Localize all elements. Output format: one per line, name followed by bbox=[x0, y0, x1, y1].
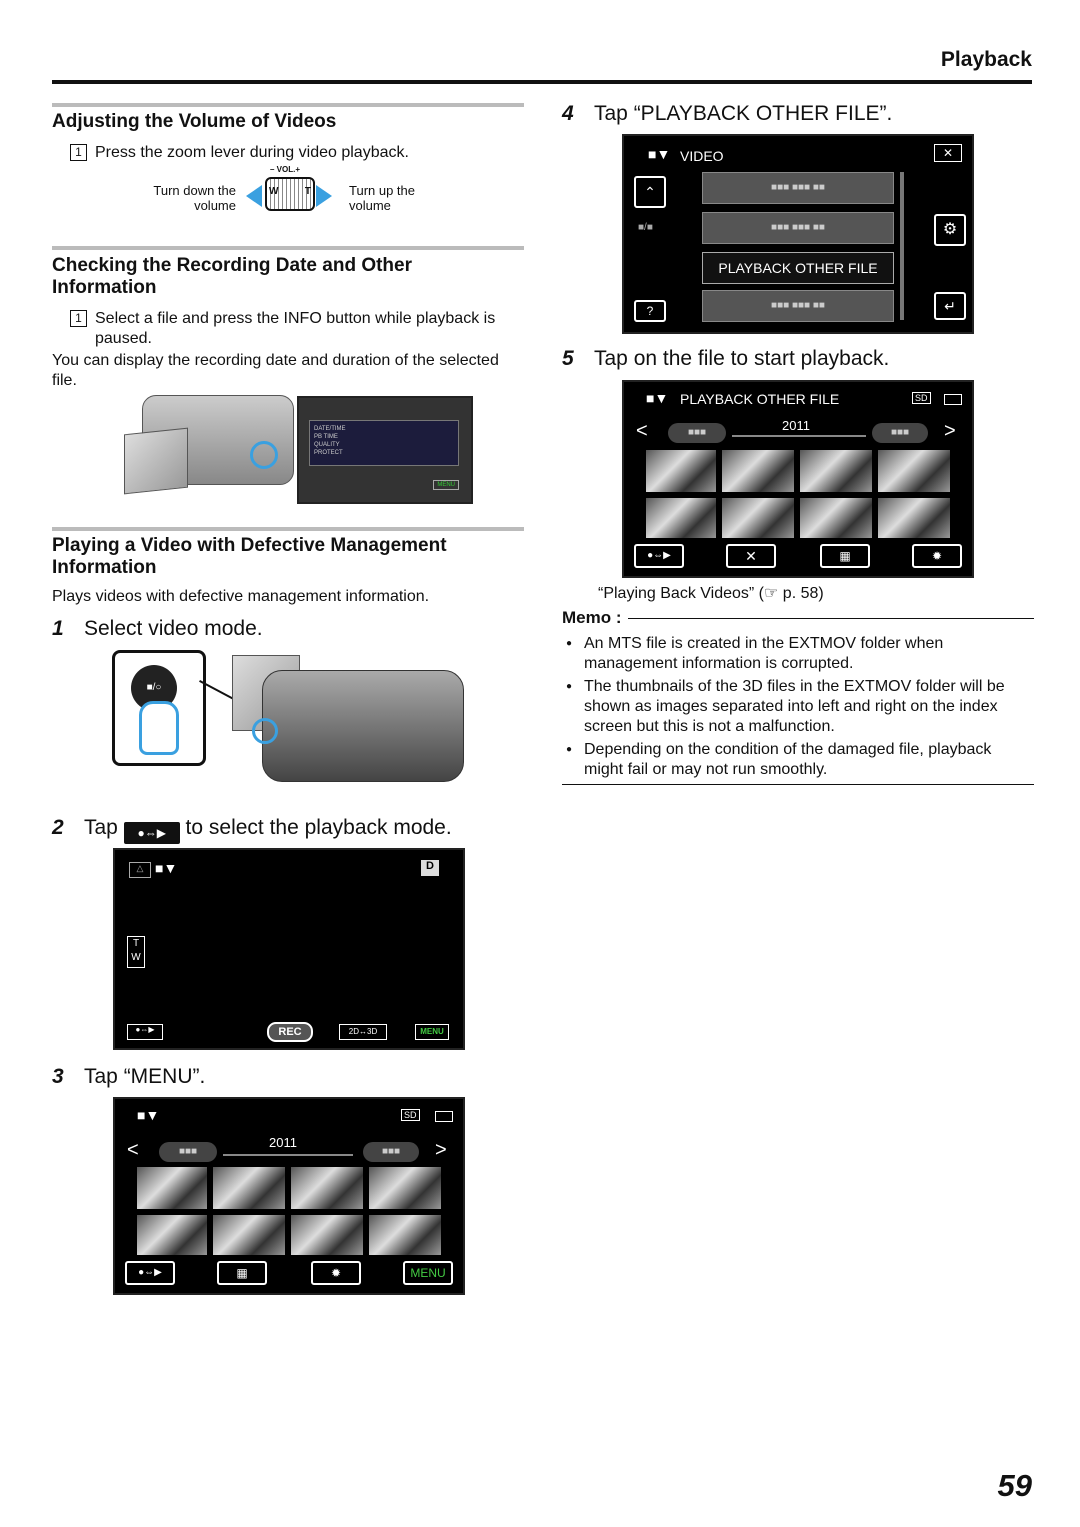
thumbnail[interactable] bbox=[369, 1167, 441, 1209]
menu-button[interactable]: MENU bbox=[433, 480, 459, 490]
close-icon[interactable]: ✕ bbox=[934, 144, 962, 162]
menu-button[interactable]: MENU bbox=[403, 1261, 453, 1285]
info-button-highlight bbox=[250, 441, 278, 469]
section-title-defective: Playing a Video with Defective Management Information bbox=[52, 535, 447, 578]
thumbnail[interactable] bbox=[291, 1215, 363, 1255]
section-title-info: Checking the Recording Date and Other Information bbox=[52, 255, 412, 298]
sd-badge: SD bbox=[401, 1109, 420, 1121]
video-mode-icon: ■▼ bbox=[646, 390, 669, 406]
battery-icon bbox=[435, 1111, 453, 1122]
menu-item-placeholder[interactable]: ■■■ ■■■ ■■ bbox=[702, 172, 894, 204]
sd-badge: SD bbox=[912, 392, 931, 404]
timeline-bar[interactable] bbox=[732, 435, 866, 437]
memo-title: Memo : bbox=[562, 608, 622, 627]
thumbnail[interactable] bbox=[137, 1215, 207, 1255]
section-divider bbox=[52, 527, 524, 531]
step-5: 5 Tap on the file to start playback. bbox=[562, 347, 890, 370]
camera-illustration bbox=[122, 393, 302, 493]
memo-box bbox=[562, 608, 1034, 785]
video-mode-icon: ■▼ bbox=[137, 1107, 160, 1123]
thumbnail[interactable] bbox=[213, 1215, 285, 1255]
section-divider bbox=[52, 246, 524, 250]
zoom-indicator: T W bbox=[127, 936, 145, 968]
playback-mode-button[interactable]: ●⇔▶ bbox=[127, 1024, 163, 1040]
page-number: 59 bbox=[997, 1468, 1032, 1503]
section-title-volume: Adjusting the Volume of Videos bbox=[52, 111, 337, 132]
playback-mode-button[interactable]: ●⇔▶ bbox=[634, 544, 684, 568]
playback-mode-icon: ●⇔▶ bbox=[124, 822, 180, 844]
index-screen bbox=[113, 1097, 465, 1295]
memo-item: ● Depending on the condition of the damaged file, playback might fail or may not run smoothly. bbox=[562, 740, 1034, 780]
mode-button-closeup bbox=[112, 650, 206, 766]
next-date-pill[interactable]: ■■■ bbox=[363, 1142, 419, 1162]
step-4: 4 Tap “PLAYBACK OTHER FILE”. bbox=[562, 102, 893, 125]
menu-button[interactable]: MENU bbox=[415, 1024, 449, 1040]
thumbnail[interactable] bbox=[800, 498, 872, 538]
scroll-up-button[interactable]: ⌃ bbox=[634, 176, 666, 208]
step-zoom-lever: 1 Press the zoom lever during video playback. bbox=[70, 143, 409, 163]
record-screen bbox=[113, 848, 465, 1050]
thumbnail[interactable] bbox=[878, 450, 950, 492]
turn-up-label: Turn up the volume bbox=[349, 183, 416, 213]
memo-item: ● An MTS file is created in the EXTMOV folder when management information is corrupted. bbox=[562, 634, 1034, 674]
thumbnail[interactable] bbox=[646, 498, 716, 538]
info-description: You can display the recording date and duration of the selected file. bbox=[52, 352, 499, 389]
info-screen bbox=[297, 396, 473, 504]
playback-other-file-screen bbox=[622, 380, 974, 578]
camera-body-icon bbox=[262, 670, 464, 782]
d-badge: D bbox=[421, 860, 439, 876]
2d-3d-button[interactable]: 2D↔3D bbox=[339, 1024, 387, 1040]
trash-icon[interactable]: ▦ bbox=[217, 1261, 267, 1285]
arrow-right-icon bbox=[316, 185, 332, 207]
next-date-pill[interactable]: ■■■ bbox=[872, 423, 928, 443]
timeline-bar[interactable] bbox=[223, 1154, 353, 1156]
next-arrow-icon[interactable]: > bbox=[435, 1139, 447, 1161]
thumbnail[interactable] bbox=[291, 1167, 363, 1209]
settings-icon[interactable]: ✹ bbox=[311, 1261, 361, 1285]
thumbnail[interactable] bbox=[213, 1167, 285, 1209]
section-header: Playback bbox=[940, 48, 1032, 71]
defective-description: Plays videos with defective management information. bbox=[52, 588, 430, 605]
thumbnail[interactable] bbox=[646, 450, 716, 492]
volume-diagram bbox=[120, 165, 440, 215]
back-icon[interactable]: ↵ bbox=[934, 292, 966, 320]
playback-reference: “Playing Back Videos” (☞ p. 58) bbox=[598, 585, 824, 602]
section-divider bbox=[52, 103, 524, 107]
step-info-button: 1 Select a file and press the INFO button while playback is paused. bbox=[70, 309, 551, 349]
zoom-lever-icon: W T bbox=[265, 177, 315, 211]
next-arrow-icon[interactable]: > bbox=[944, 420, 956, 442]
thumbnail[interactable] bbox=[137, 1167, 207, 1209]
memo-item: ● The thumbnails of the 3D files in the EXTMOV folder will be shown as images separated into left and right on the index screen but this is not a malfunction. bbox=[562, 677, 1034, 737]
close-icon[interactable]: ✕ bbox=[726, 544, 776, 568]
video-mode-icon: ■▼ bbox=[155, 860, 178, 876]
menu-item-placeholder[interactable]: ■■■ ■■■ ■■ bbox=[702, 290, 894, 322]
prev-arrow-icon[interactable]: < bbox=[127, 1139, 139, 1161]
menu-title: VIDEO bbox=[680, 148, 724, 164]
step-1: 1 Select video mode. bbox=[52, 617, 263, 640]
video-still-icon: ■/■ bbox=[638, 222, 653, 233]
vol-label: – VOL.+ bbox=[269, 165, 300, 174]
playback-mode-button[interactable]: ●⇔▶ bbox=[125, 1261, 175, 1285]
info-row-list: DATE/TIME PB TIME QUALITY PROTECT bbox=[314, 426, 346, 456]
battery-icon bbox=[944, 394, 962, 405]
mode-button-highlight bbox=[252, 718, 278, 744]
warning-icon: △ bbox=[129, 862, 151, 878]
header-rule bbox=[52, 80, 1032, 84]
year-label: 2011 bbox=[782, 418, 810, 433]
thumbnail[interactable] bbox=[800, 450, 872, 492]
video-still-toggle-icon: ■/○ bbox=[131, 665, 177, 711]
year-label: 2011 bbox=[269, 1135, 297, 1150]
prev-arrow-icon[interactable]: < bbox=[636, 420, 648, 442]
thumbnail[interactable] bbox=[722, 498, 794, 538]
mode-illustration bbox=[112, 650, 464, 798]
settings-icon[interactable]: ✹ bbox=[912, 544, 962, 568]
tap-finger-icon bbox=[139, 701, 179, 755]
playback-other-file-item[interactable]: PLAYBACK OTHER FILE bbox=[702, 252, 894, 284]
prev-date-pill[interactable]: ■■■ bbox=[159, 1142, 217, 1162]
menu-item-placeholder[interactable]: ■■■ ■■■ ■■ bbox=[702, 212, 894, 244]
gear-icon[interactable]: ⚙ bbox=[934, 214, 966, 246]
thumbnail[interactable] bbox=[878, 498, 950, 538]
step-2: 2 Tap ●⇔▶ to select the playback mode. bbox=[52, 816, 452, 844]
trash-icon[interactable]: ▦ bbox=[820, 544, 870, 568]
video-menu-screen bbox=[622, 134, 974, 334]
thumbnail[interactable] bbox=[722, 450, 794, 492]
help-button[interactable]: ? bbox=[634, 300, 666, 322]
info-panel bbox=[309, 420, 459, 466]
video-mode-icon: ■▼ bbox=[648, 146, 671, 162]
screen-title: PLAYBACK OTHER FILE bbox=[680, 391, 840, 407]
prev-date-pill[interactable]: ■■■ bbox=[668, 423, 726, 443]
step-number-icon: 1 bbox=[70, 144, 87, 161]
arrow-left-icon bbox=[246, 185, 262, 207]
turn-down-label: Turn down the volume bbox=[153, 183, 236, 213]
step-3: 3 Tap “MENU”. bbox=[52, 1065, 206, 1088]
rec-button[interactable]: REC bbox=[267, 1022, 313, 1042]
step-number-icon: 1 bbox=[70, 310, 87, 327]
thumbnail[interactable] bbox=[369, 1215, 441, 1255]
scrollbar[interactable] bbox=[900, 172, 904, 320]
